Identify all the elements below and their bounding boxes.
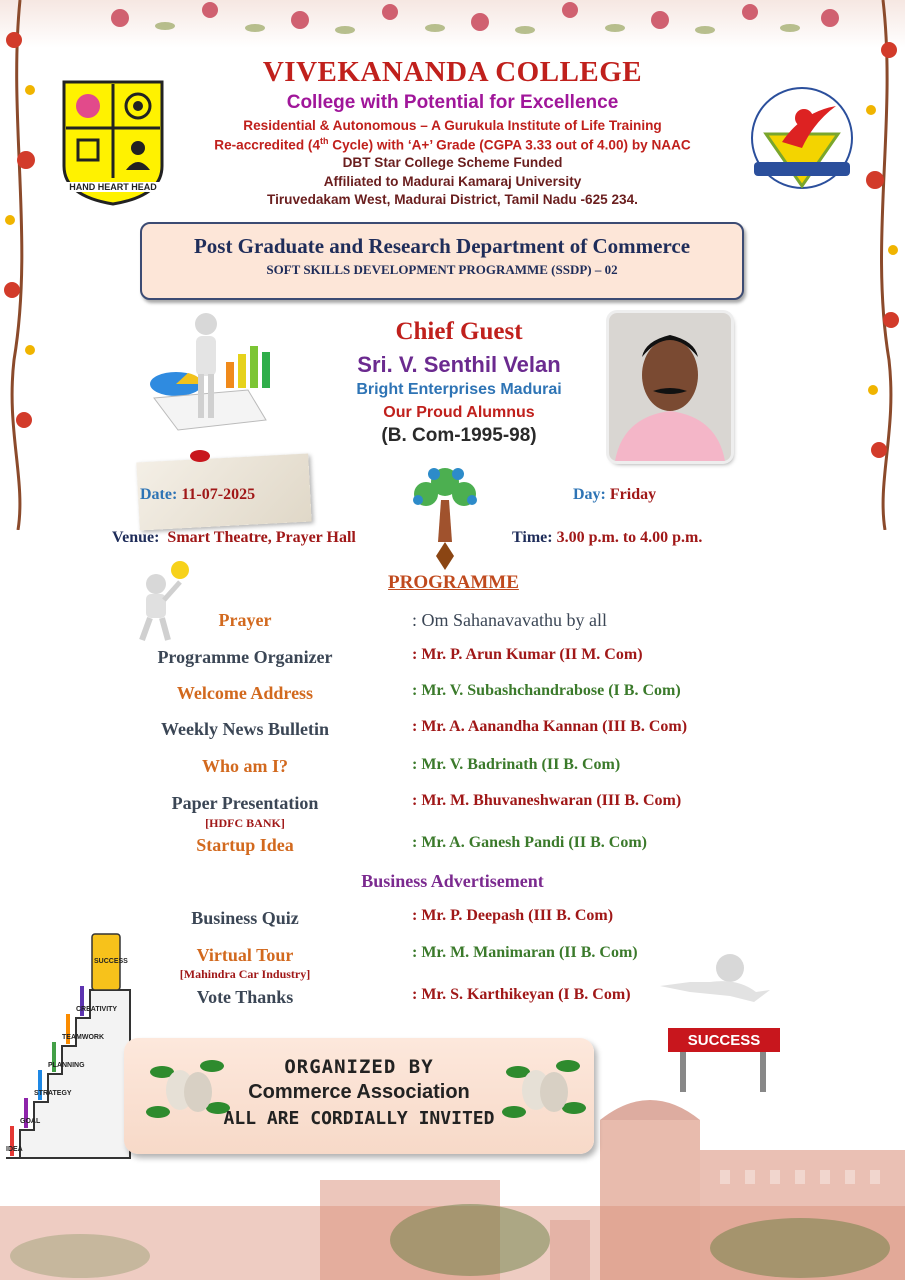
- chief-guest-photo: [609, 313, 731, 461]
- programme-item-tour-note: [Mahindra Car Industry]: [179, 967, 311, 981]
- programme-item-welcome-value: : Mr. V. Subashchandrabose (I B. Com): [412, 682, 681, 699]
- pushpin-icon: [188, 448, 212, 464]
- programme-item-whoami-label: Who am I?: [201, 756, 288, 776]
- department-box: [140, 222, 744, 300]
- ladder-step-success: SUCCESS: [94, 958, 128, 965]
- header-line-1: Residential & Autonomous – A Gurukula Institute of Life Training: [243, 118, 662, 133]
- motto-heart: HEART: [97, 182, 129, 192]
- programme-item-organizer-value: : Mr. P. Arun Kumar (II M. Com): [412, 646, 643, 663]
- department-subtitle: SOFT SKILLS DEVELOPMENT PROGRAMME (SSDP) – 02: [266, 262, 618, 277]
- programme-item-news-value: : Mr. A. Aanandha Kannan (III B. Com): [412, 718, 688, 735]
- motto-head: HEAD: [131, 182, 157, 192]
- ladder-step-strategy: STRATEGY: [34, 1090, 72, 1097]
- header-line-5: Tiruvedakam West, Madurai District, Tamil Nadu -625 234.: [267, 192, 638, 207]
- event-day: Day: Friday: [573, 486, 657, 503]
- header-line-3: DBT Star College Scheme Funded: [342, 155, 563, 170]
- ladder-step-creativity: CREATIVITY: [76, 1006, 118, 1013]
- programme-item-tour-label: Virtual Tour: [196, 945, 294, 965]
- programme-item-organizer-label: Programme Organizer: [157, 647, 333, 667]
- programme-item-paper-note: [HDFC BANK]: [205, 816, 285, 830]
- programme-item-business-ad: Business Advertisement: [361, 871, 544, 891]
- header-line-2: Re-accredited (4th Cycle) with ‘A+’ Grade (CGPA 3.33 out of 4.00) by NAAC: [214, 136, 691, 153]
- chief-guest-relation: Our Proud Alumnus: [383, 404, 535, 421]
- organized-by-label: ORGANIZED BY: [284, 1056, 434, 1078]
- ladder-step-idea: IDEA: [6, 1146, 23, 1153]
- programme-item-prayer-value: : Om Sahanavavathu by all: [412, 610, 607, 630]
- programme-item-whoami-value: : Mr. V. Badrinath (II B. Com): [412, 756, 621, 773]
- programme-item-startup-value: : Mr. A. Ganesh Pandi (II B. Com): [412, 834, 647, 851]
- tree-pen-icon: [406, 460, 484, 570]
- ladder-step-goal: GOAL: [20, 1118, 41, 1125]
- success-hurdle-illustration: [650, 952, 790, 1098]
- floral-border-top: [0, 0, 905, 48]
- header-line-4: Affiliated to Madurai Kamaraj University: [323, 174, 582, 189]
- ladder-step-planning: PLANNING: [48, 1062, 85, 1069]
- programme-item-quiz-label: Business Quiz: [191, 908, 299, 928]
- chief-guest-label: Chief Guest: [395, 318, 523, 345]
- event-date: Date: 11-07-2025: [140, 486, 256, 503]
- department-title: Post Graduate and Research Department of Commerce: [193, 234, 691, 258]
- chief-guest-name: Sri. V. Senthil Velan: [357, 352, 561, 377]
- programme-item-paper-value: : Mr. M. Bhuvaneshwaran (III B. Com): [412, 792, 682, 809]
- programme-item-startup-label: Startup Idea: [196, 835, 294, 855]
- organizer-name: Commerce Association: [248, 1081, 470, 1103]
- chief-guest-organization: Bright Enterprises Madurai: [356, 381, 562, 398]
- college-tagline: College with Potential for Excellence: [286, 92, 619, 113]
- event-venue: Venue: Smart Theatre, Prayer Hall: [112, 529, 356, 546]
- programme-item-paper-label: Paper Presentation: [171, 793, 319, 813]
- event-time: Time: 3.00 p.m. to 4.00 p.m.: [512, 529, 703, 546]
- programme-item-tour-value: : Mr. M. Manimaran (II B. Com): [412, 944, 638, 961]
- programme-item-quiz-value: : Mr. P. Deepash (III B. Com): [412, 907, 614, 924]
- programme-item-prayer-label: Prayer: [218, 610, 272, 630]
- motto-hand: HAND: [69, 182, 96, 192]
- programme-heading: PROGRAMME: [388, 572, 519, 593]
- success-sign: SUCCESS: [687, 1032, 761, 1049]
- invitation-line: ALL ARE CORDIALLY INVITED: [223, 1108, 495, 1129]
- business-chart-illustration: [148, 312, 280, 434]
- programme-item-thanks-value: : Mr. S. Karthikeyan (I B. Com): [412, 986, 631, 1003]
- chief-guest-degree: (B. Com-1995-98): [381, 425, 537, 446]
- programme-item-thanks-label: Vote Thanks: [196, 987, 294, 1007]
- organizer-box: [124, 1038, 594, 1154]
- college-name: VIVEKANANDA COLLEGE: [262, 56, 643, 88]
- ladder-step-teamwork: TEAMWORK: [62, 1034, 104, 1041]
- programme-item-welcome-label: Welcome Address: [176, 683, 314, 703]
- programme-item-news-label: Weekly News Bulletin: [160, 719, 329, 739]
